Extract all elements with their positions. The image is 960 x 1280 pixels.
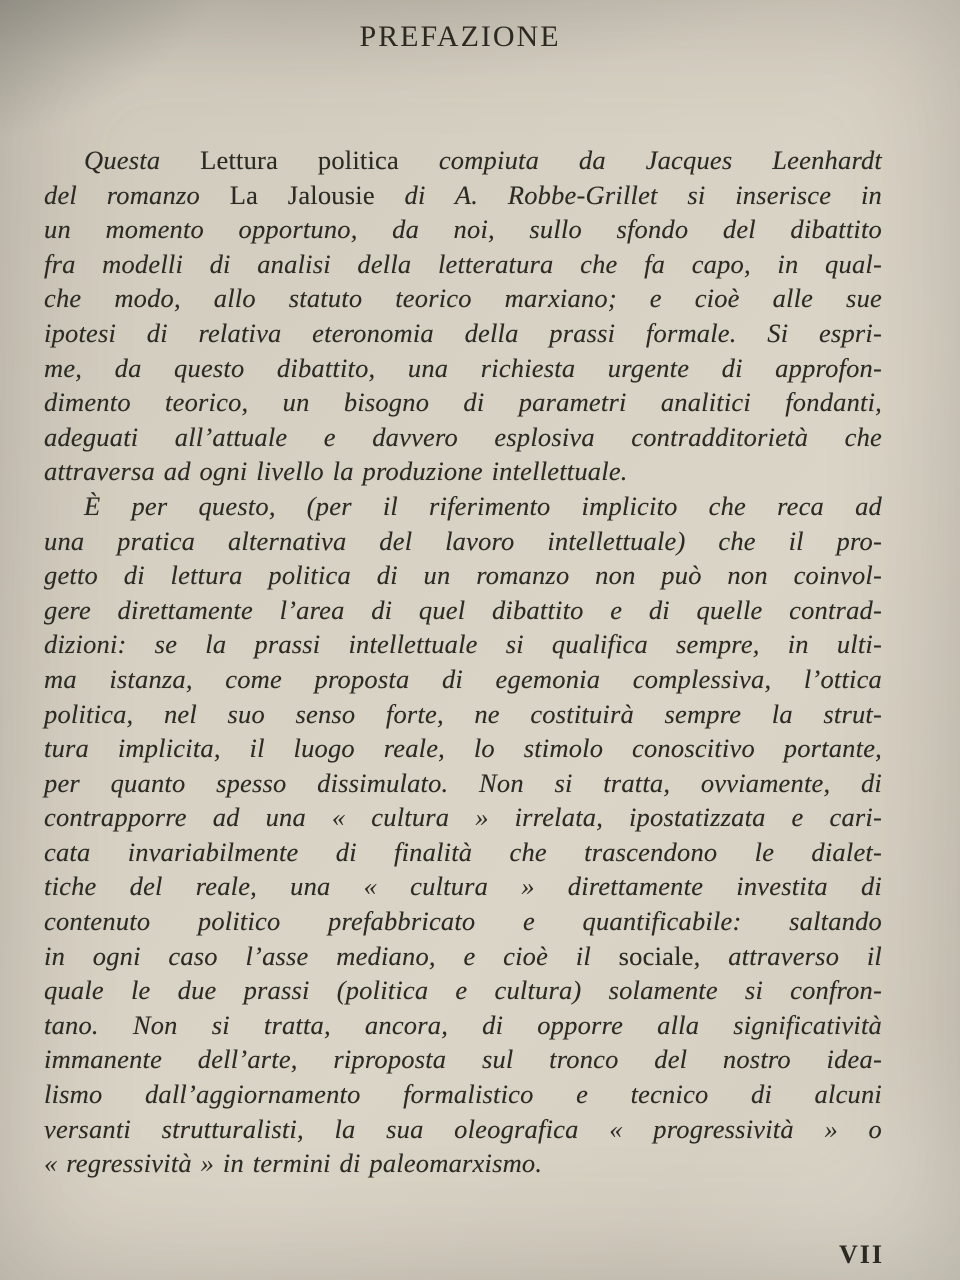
- text-line: [44, 1008, 882, 1043]
- text-run: tiche del reale, una « cultura » direttamente investita di: [44, 871, 882, 902]
- text-line: [44, 524, 882, 559]
- text-run: per quanto spesso dissimulato. Non si tratta, ovviamente, di: [44, 767, 882, 798]
- text-run: me, da questo dibattito, una richiesta urgente di approfon-: [44, 352, 882, 383]
- text-line: [44, 766, 882, 801]
- text-run: dimento teorico, un bisogno di parametri analitici fondanti,: [44, 387, 882, 418]
- text-line: [44, 351, 882, 386]
- text-line: [44, 973, 882, 1008]
- text-run: La Jalousie: [229, 179, 405, 210]
- text-line: [44, 454, 882, 489]
- text-line: [44, 869, 882, 904]
- text-run: di A. Robbe-Grillet si inserisce in: [404, 179, 882, 210]
- text-line: [44, 1112, 882, 1147]
- text-run: ipotesi di relativa eteronomia della prassi formale. Si espri-: [44, 317, 882, 348]
- text-line: [44, 489, 882, 524]
- text-run: quale le due prassi (politica e cultura) solamente si confron-: [44, 975, 882, 1006]
- text-run: sociale: [618, 940, 694, 971]
- text-line: [44, 731, 882, 766]
- paragraph: [44, 143, 882, 489]
- page-title: PREFAZIONE: [359, 20, 561, 53]
- paragraph: [44, 489, 882, 1181]
- text-run: ma istanza, come proposta di egemonia complessiva, l’ottica: [44, 663, 882, 694]
- text-line: [44, 316, 882, 351]
- text-run: del romanzo: [44, 179, 230, 210]
- text-run: contenuto politico prefabbricato e quantificabile: saltando: [44, 906, 882, 937]
- text-run: tano. Non si tratta, ancora, di opporre alla significatività: [44, 1009, 882, 1040]
- text-run: dizioni: se la prassi intellettuale si qualifica sempre, in ulti-: [44, 629, 882, 660]
- page-number: VII: [838, 1240, 884, 1269]
- text-line: [44, 835, 882, 870]
- text-line: [44, 904, 882, 939]
- text-run: immanente dell’arte, riproposta sul tronco del nostro idea-: [44, 1044, 882, 1075]
- text-line: [44, 697, 882, 732]
- text-run: getto di lettura politica di un romanzo non può non coinvol-: [44, 560, 882, 591]
- text-run: un momento opportuno, da noi, sullo sfondo del dibattito: [44, 214, 882, 245]
- body-text: [44, 143, 882, 1181]
- text-line: [44, 143, 882, 178]
- text-run: fra modelli di analisi della letteratura che fa capo, in qual-: [44, 248, 882, 279]
- text-run: gere direttamente l’area di quel dibattito e di quelle contrad-: [44, 594, 882, 625]
- text-line: [44, 420, 882, 455]
- text-run: tura implicita, il luogo reale, lo stimolo conoscitivo portante,: [44, 733, 882, 764]
- text-run: Questa: [84, 145, 201, 175]
- text-run: adeguati all’attuale e davvero esplosiva contradditorietà che: [44, 421, 882, 452]
- text-run: che modo, allo statuto teorico marxiano; e cioè alle sue: [44, 283, 882, 314]
- text-run: compiuta da Jacques Leenhardt: [438, 145, 882, 175]
- text-line: [44, 212, 882, 247]
- text-run: Lettura politica: [200, 145, 439, 175]
- text-line: [44, 1077, 882, 1112]
- text-line: [44, 662, 882, 697]
- text-line: [44, 385, 882, 420]
- text-run: contrapporre ad una « cultura » irrelata, ipostatizzata e cari-: [44, 802, 882, 833]
- text-run: È per questo, (per il riferimento implicito che reca ad: [84, 490, 882, 521]
- text-run: « regressività » in termini di paleomarxismo.: [44, 1148, 543, 1179]
- text-run: una pratica alternativa del lavoro intellettuale) che il pro-: [44, 525, 882, 556]
- text-line: [44, 800, 882, 835]
- text-line: [44, 593, 882, 628]
- text-line: [44, 1146, 882, 1181]
- text-run: versanti strutturalisti, la sua oleografica « progressività » o: [44, 1113, 882, 1144]
- text-line: [44, 247, 882, 282]
- text-line: [44, 1042, 882, 1077]
- text-line: [44, 627, 882, 662]
- text-run: in ogni caso l’asse mediano, e cioè il: [44, 940, 619, 971]
- text-run: , attraverso il: [693, 940, 882, 971]
- text-line: [44, 558, 882, 593]
- text-line: [44, 939, 882, 974]
- text-line: [44, 178, 882, 213]
- text-line: [44, 281, 882, 316]
- text-run: attraversa ad ogni livello la produzione intellettuale.: [44, 456, 628, 487]
- text-run: politica, nel suo senso forte, ne costituirà sempre la strut-: [44, 698, 882, 729]
- text-run: cata invariabilmente di finalità che trascendono le dialet-: [44, 836, 882, 867]
- text-run: lismo dall’aggiornamento formalistico e tecnico di alcuni: [44, 1079, 882, 1110]
